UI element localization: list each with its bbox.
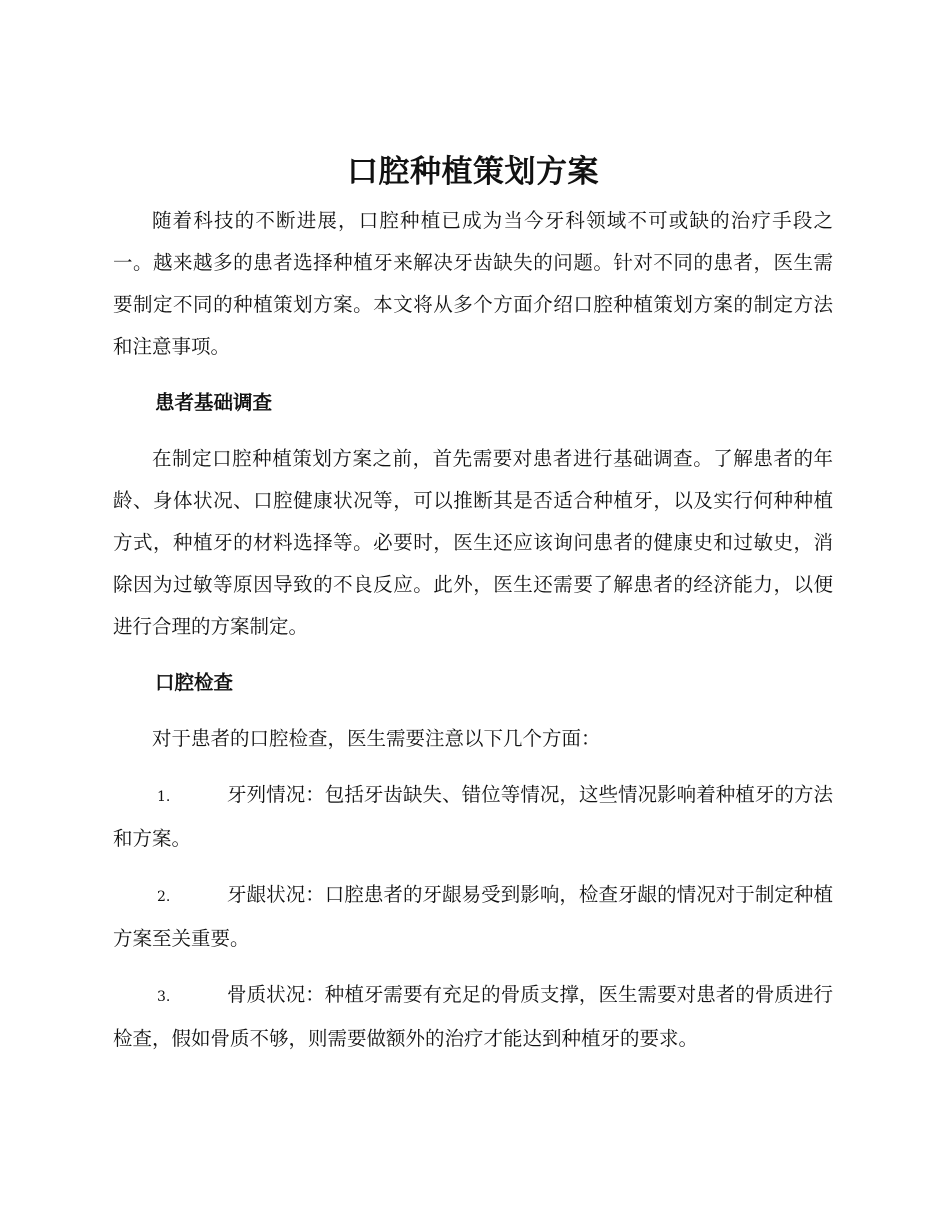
section-heading-oral-exam: 口腔检查: [155, 671, 234, 694]
section-paragraph-patient-survey: 在制定口腔种植策划方案之前，首先需要对患者进行基础调查。了解患者的年龄、身体状况、口腔健康状况等，可以推断其是否适合种植牙，以及实行何种种植方式，种植牙的材料选择等。必要时，医生还应该询问患者的健康史和过敏史，消除因为过敏等原因导致的不良反应。此外，医生还需要了解患者的经济能力，以便进行合理的方案制定。: [113, 447, 833, 638]
list-number: 2.: [157, 889, 171, 905]
section-heading-patient-survey: 患者基础调查: [155, 391, 273, 414]
intro-paragraph: 随着科技的不断进展，口腔种植已成为当今牙科领域不可或缺的治疗手段之一。越来越多的患者选择种植牙来解决牙齿缺失的问题。针对不同的患者，医生需要制定不同的种植策划方案。本文将从多个方面介绍口腔种植策划方案的制定方法和注意事项。: [113, 209, 833, 358]
list-number: 1.: [157, 789, 171, 805]
list-item-text: 牙列情况：包括牙齿缺失、错位等情况，这些情况影响着种植牙的方法和方案。: [113, 783, 833, 850]
spacer: [113, 704, 833, 718]
spacer: [113, 960, 833, 974]
spacer: [113, 760, 833, 774]
list-item: [113, 974, 833, 1060]
list-item-text: 牙龈状况：口腔患者的牙龈易受到影响，检查牙龈的情况对于制定种植方案至关重要。: [113, 883, 833, 950]
document-page: [113, 150, 833, 1060]
document-title: 口腔种植策划方案: [347, 154, 599, 190]
list-item: [113, 874, 833, 960]
list-item-text: 骨质状况：种植牙需要有充足的骨质支撑，医生需要对患者的骨质进行检查，假如骨质不够，则需要做额外的治疗才能达到种植牙的要求。: [113, 983, 833, 1050]
list-number: 3.: [157, 989, 171, 1005]
spacer: [113, 424, 833, 438]
spacer: [113, 860, 833, 874]
list-item: [113, 774, 833, 860]
spacer: [113, 648, 833, 662]
section-paragraph-oral-exam: 对于患者的口腔检查，医生需要注意以下几个方面：: [152, 727, 601, 750]
spacer: [113, 368, 833, 382]
